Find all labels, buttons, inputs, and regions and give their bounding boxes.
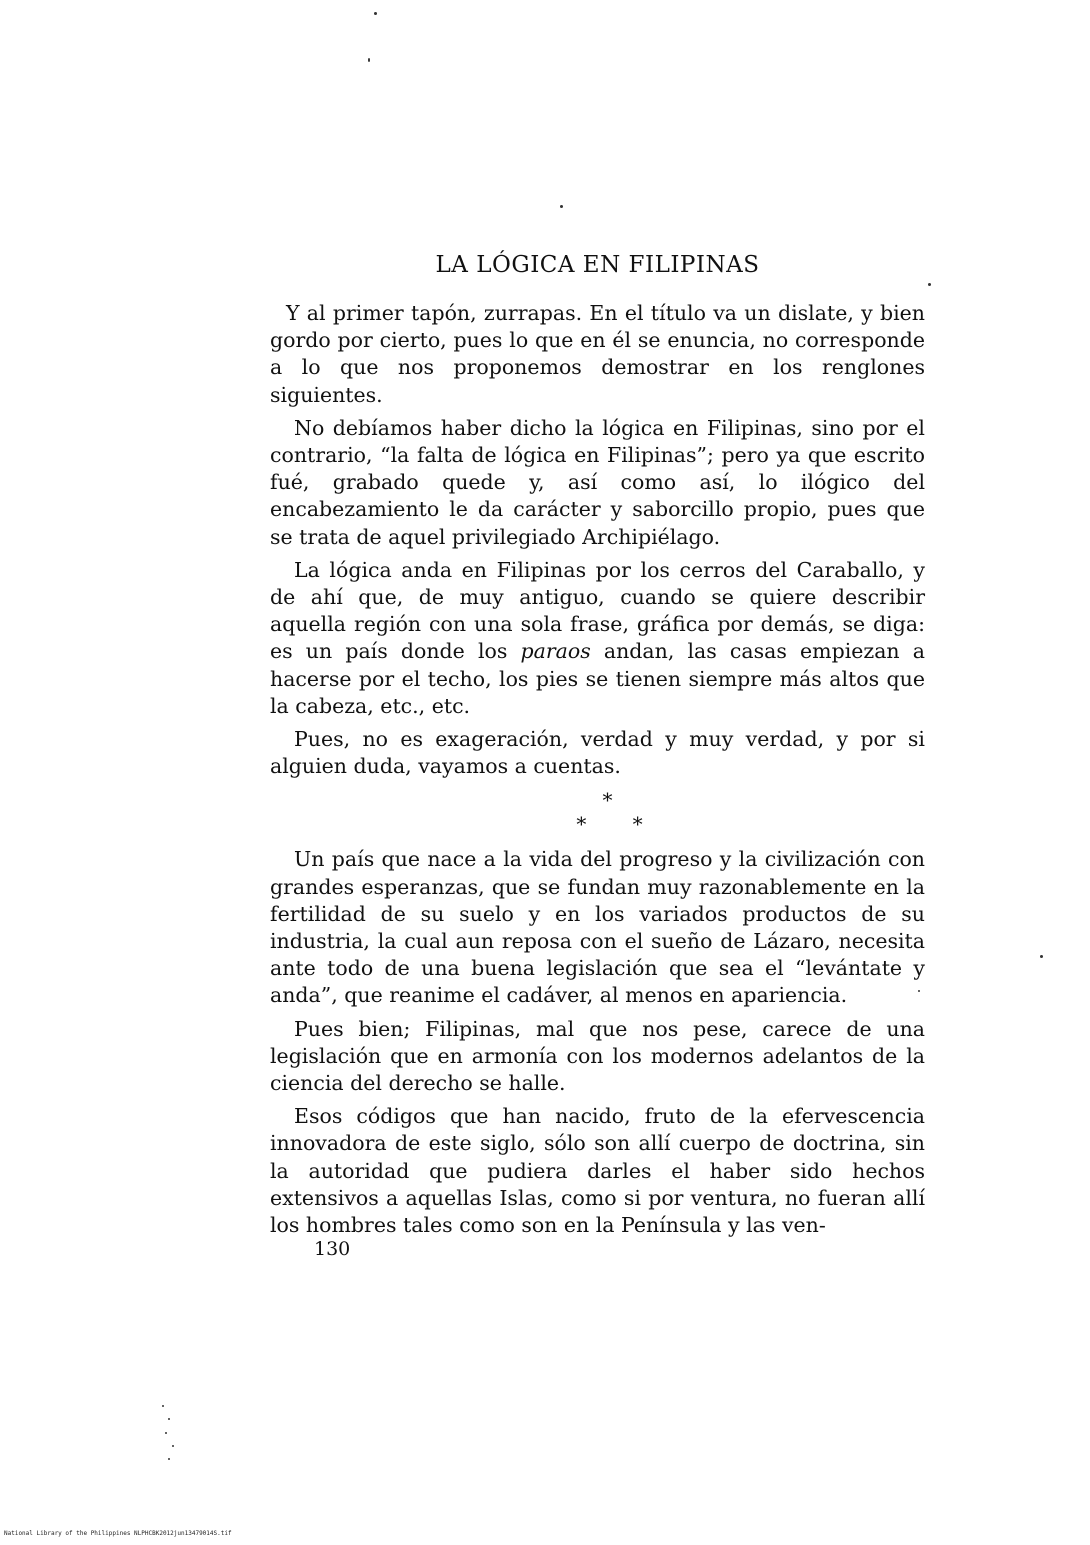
page-title: LA LÓGICA EN FILIPINAS (435, 252, 760, 278)
scan-speck (162, 1405, 164, 1407)
paragraph-4: Pues, no es exageración, verdad y muy verdad, y por si alguien duda, vayamos a cuentas. (270, 727, 925, 779)
scan-speck (168, 1458, 170, 1460)
scan-footer-caption: National Library of the Philippines NLPHCBK2012jun13479014S.tif (4, 1530, 232, 1537)
section-break-top: * (602, 788, 613, 813)
scan-speck (1040, 955, 1043, 958)
section-break (270, 788, 925, 836)
paragraph-3 (270, 557, 925, 720)
scan-speck (168, 1418, 170, 1420)
paragraph-3-start: La lógica anda en Filipinas por los cerros del Caraballo, y de ahí que, de muy antiguo, cuando se quiere describir aquella región con una sola frase, gráfica por demás, se diga: es un país donde los (270, 557, 925, 664)
paragraph-3-end: andan, las casas empiezan a hacerse por el techo, los pies se tienen siempre más altos que la cabeza, etc., etc. (270, 639, 925, 718)
paragraph-7: Esos códigos que han nacido, fruto de la efervescencia innovadora de este siglo, sólo son allí cuerpo de doctrina, sin la autoridad que pudiera darles el haber sido hechos extensivos a aquellas Islas, como si por ventura, no fueran allí los hombres tales como son en la Península y las ven- (270, 1104, 925, 1238)
scan-speck (172, 1445, 174, 1447)
paragraph-1: Y al primer tapón, zurrapas. En el título va un dislate, y bien gordo por cierto, pues lo que en él se enuncia, no corresponde a lo que nos proponemos demostrar en los renglones siguientes. (270, 301, 925, 407)
scan-speck (374, 12, 377, 15)
body-text (270, 300, 925, 1245)
paragraph-2: No debíamos haber dicho la lógica en Filipinas, sino por el contrario, “la falta de lógica en Filipinas”; pero ya que escrito fué, grabado quede y, así como así, lo ilógico del encabezamiento le da carácter y saborcillo propio, pues que se trata de aquel privilegiado Archipiélago. (270, 415, 925, 549)
scan-speck (918, 990, 920, 992)
section-break-bottom: * * (576, 812, 643, 837)
scan-speck (165, 1432, 167, 1434)
paragraph-3-emphasis: paraos (520, 639, 591, 664)
scan-speck (560, 205, 563, 208)
scan-speck (368, 58, 370, 62)
paragraph-5: Un país que nace a la vida del progreso y la civilización con grandes esperanzas, que se fundan muy razonablemente en la fertilidad de su suelo y en los variados productos de su industria, la cual aun reposa con el sueño de Lázaro, necesita ante todo de una buena legislación que sea el “levántate y anda”, que reanime el cadáver, al menos en apariencia. (270, 847, 925, 1008)
page-number: 130 (314, 1238, 351, 1260)
paragraph-6: Pues bien; Filipinas, mal que nos pese, carece de una legislación que en armonía con los modernos adelantos de la ciencia del derecho se halle. (270, 1016, 925, 1096)
scan-speck (928, 283, 931, 286)
